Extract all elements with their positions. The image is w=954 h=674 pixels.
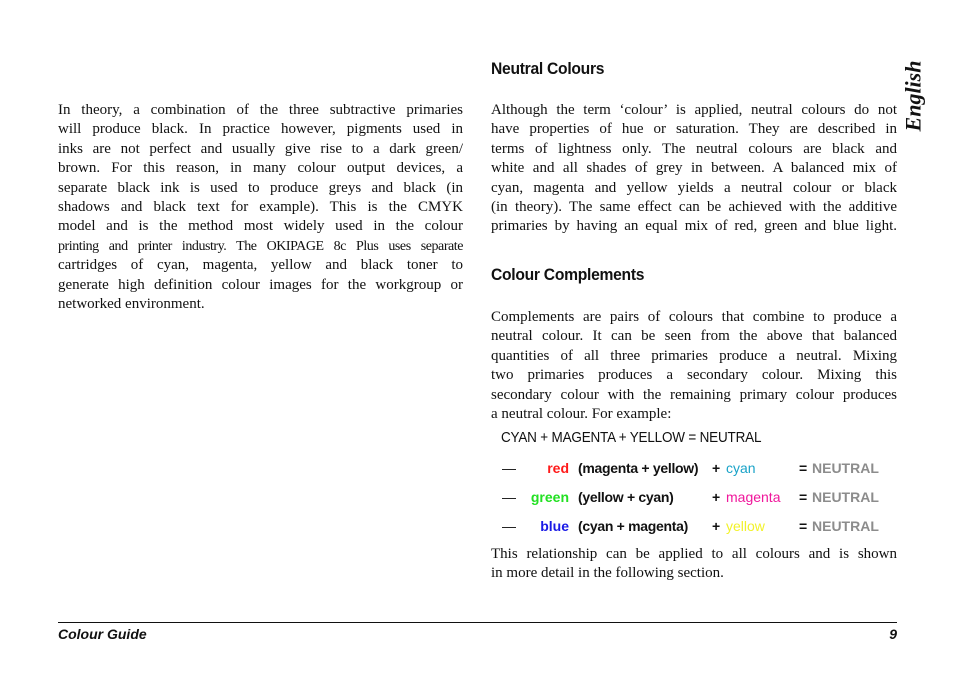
plus-sign: + xyxy=(712,489,721,505)
paragraph-line: have properties of hue or saturation. They are described in xyxy=(491,121,897,138)
row-dash: — xyxy=(502,489,516,505)
neutral-colours-paragraph xyxy=(491,101,897,237)
complement-colour: yellow xyxy=(726,518,765,534)
footer-title: Colour Guide xyxy=(58,626,147,642)
equals-sign: = xyxy=(799,489,808,505)
colour-complements-heading: Colour Complements xyxy=(491,265,645,284)
paragraph-line: white and all shades of grey in between. A balanced mix of xyxy=(491,160,897,177)
paragraph-line: secondary colour with the remaining primary colour produces xyxy=(491,386,897,403)
plus-sign: + xyxy=(712,460,721,476)
paragraph-line: a neutral colour. For example: xyxy=(491,406,672,423)
paragraph-line: Although the term ‘colour’ is applied, neutral colours do not xyxy=(491,102,897,118)
primary-colour: green xyxy=(530,489,569,505)
paragraph-line: separate black ink is used to produce greys and black (in xyxy=(58,179,463,196)
language-tab xyxy=(896,58,930,134)
equals-sign: = xyxy=(799,518,808,534)
complement-row xyxy=(491,460,901,482)
row-dash: — xyxy=(502,518,516,534)
row-dash: — xyxy=(502,460,516,476)
paragraph-line: will produce black. In practice however, pigments used in xyxy=(58,121,463,138)
paragraph-line: networked environment. xyxy=(58,296,205,313)
cmyk-paragraph xyxy=(58,101,463,314)
neutral-result: NEUTRAL xyxy=(812,489,879,505)
paragraph-line: inks are not perfect and usually give rise to a dark green/ xyxy=(58,140,463,157)
secondary-mix: (magenta + yellow) xyxy=(578,460,699,476)
paragraph-line: neutral colour. It can be seen from the above that balanced xyxy=(491,328,897,345)
primary-colour: blue xyxy=(540,518,569,534)
complement-row xyxy=(491,489,901,511)
paragraph-line: model and is the method most widely used in the colour xyxy=(58,218,463,235)
colour-complements-paragraph xyxy=(491,308,897,424)
closing-paragraph xyxy=(491,545,897,584)
primary-colour: red xyxy=(547,460,569,476)
secondary-mix: (yellow + cyan) xyxy=(578,489,674,505)
neutral-result: NEUTRAL xyxy=(812,460,879,476)
language-tab-label: English xyxy=(900,60,925,132)
paragraph-line: Complements are pairs of colours that combine to produce a xyxy=(491,309,897,325)
paragraph-line: in more detail in the following section. xyxy=(491,565,724,582)
paragraph-line: This relationship can be applied to all colours and is shown xyxy=(491,546,897,562)
paragraph-line: (in theory). The same effect can be achieved with the additive xyxy=(491,199,897,216)
neutral-colours-heading: Neutral Colours xyxy=(491,59,605,78)
footer-divider xyxy=(58,622,897,623)
complement-colour: cyan xyxy=(726,460,756,476)
neutral-equation: CYAN + MAGENTA + YELLOW = NEUTRAL xyxy=(501,430,762,446)
paragraph-line: cartridges of cyan, magenta, yellow and black toner to xyxy=(58,257,463,274)
paragraph-line: primaries by having an equal mix of red, green and blue light. xyxy=(491,218,897,235)
paragraph-line: shadows and black text for example). This is the CMYK xyxy=(58,199,463,216)
secondary-mix: (cyan + magenta) xyxy=(578,518,688,534)
page-number: 9 xyxy=(889,626,897,642)
paragraph-line: terms of lightness only. The neutral colours are black and xyxy=(491,140,897,157)
plus-sign: + xyxy=(712,518,721,534)
complement-row xyxy=(491,518,901,540)
paragraph-line: In theory, a combination of the three subtractive primaries xyxy=(58,102,463,118)
paragraph-line: printing and printer industry. The OKIPAGE 8c Plus uses separate xyxy=(58,238,463,254)
neutral-result: NEUTRAL xyxy=(812,518,879,534)
equals-sign: = xyxy=(799,460,808,476)
paragraph-line: cyan, magenta and yellow yields a neutral colour or black xyxy=(491,179,897,196)
paragraph-line: quantities of all three primaries produce a neutral. Mixing xyxy=(491,347,897,364)
paragraph-line: generate high definition colour images for the workgroup or xyxy=(58,276,463,293)
complement-colour: magenta xyxy=(726,489,781,505)
paragraph-line: two primaries produces a secondary colour. Mixing this xyxy=(491,367,897,384)
paragraph-line: brown. For this reason, in many colour output devices, a xyxy=(58,160,463,177)
